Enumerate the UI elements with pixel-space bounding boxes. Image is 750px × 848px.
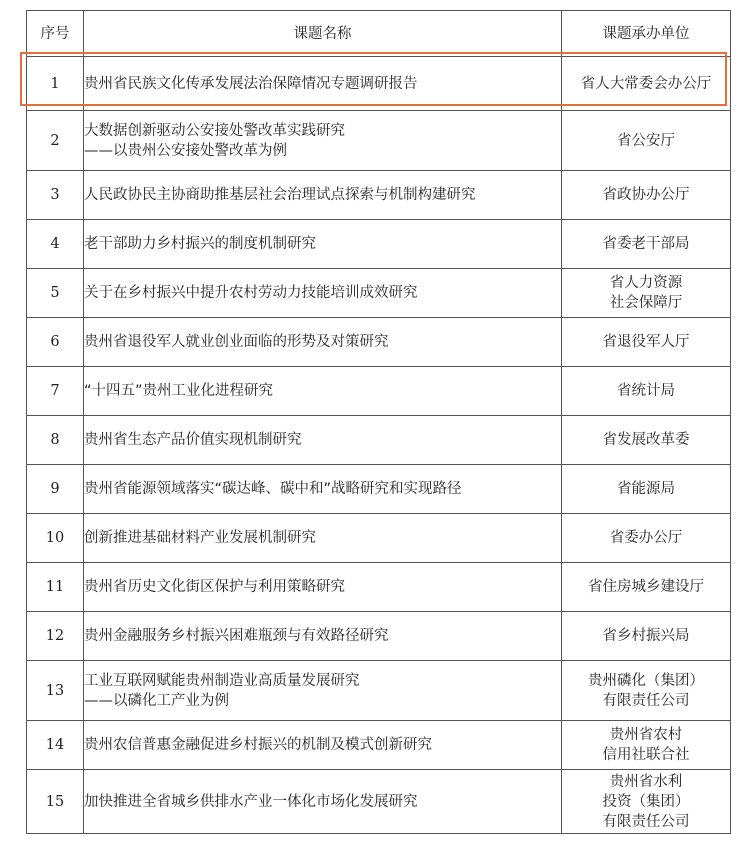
row-number: 14	[27, 721, 84, 770]
organizer-cell	[562, 612, 731, 661]
table-row	[27, 171, 731, 220]
table-row	[27, 220, 731, 269]
topic-name-cell	[84, 269, 562, 318]
topic-name-line: 关于在乡村振兴中提升农村劳动力技能培训成效研究	[84, 285, 418, 301]
organizer-line: 省委老干部局	[602, 236, 690, 252]
row-number: 10	[27, 514, 84, 563]
organizer-line: 省发展改革委	[602, 432, 690, 448]
topic-name-line: 老干部助力乡村振兴的制度机制研究	[84, 236, 316, 252]
table-row	[27, 416, 731, 465]
organizer-line: 省人大常委会办公厅	[580, 75, 712, 92]
topic-name-line: 贵州省历史文化街区保护与利用策略研究	[84, 579, 345, 595]
topic-name-line: 贵州省能源领域落实“碳达峰、碳中和”战略研究和实现路径	[84, 481, 462, 497]
table-row	[27, 269, 731, 318]
table-row	[27, 661, 731, 721]
organizer-line: 省住房城乡建设厅	[588, 579, 704, 595]
topic-name-line: 贵州省退役军人就业创业面临的形势及对策研究	[84, 334, 389, 350]
topic-name-cell	[84, 111, 562, 171]
organizer-line: 省退役军人厅	[602, 334, 690, 350]
organizer-line: 投资（集团）	[602, 793, 690, 810]
topic-name-line: 工业互联网赋能贵州制造业高质量发展研究	[84, 672, 360, 689]
row-number: 15	[27, 770, 84, 834]
organizer-line: 省政协办公厅	[602, 187, 690, 203]
topic-name-line: 人民政协民主协商助推基层社会治理试点探索与机制构建研究	[84, 187, 476, 203]
table-row	[27, 111, 731, 171]
topic-name-line: 创新推进基础材料产业发展机制研究	[84, 530, 316, 546]
table-row	[27, 367, 731, 416]
topic-name-cell	[84, 661, 562, 721]
table-row	[27, 465, 731, 514]
organizer-cell	[562, 563, 731, 612]
topic-name-line: 大数据创新驱动公安接处警改革实践研究	[84, 122, 345, 139]
header-organizer: 课题承办单位	[562, 11, 731, 57]
table-row	[27, 514, 731, 563]
organizer-cell	[562, 465, 731, 514]
organizer-cell	[562, 661, 731, 721]
organizer-cell	[562, 111, 731, 171]
table-row	[27, 563, 731, 612]
topic-name-cell	[84, 416, 562, 465]
topic-name-cell	[84, 721, 562, 770]
topic-name-cell	[84, 514, 562, 563]
topic-name-line: ——以贵州公安接处警改革为例	[84, 142, 287, 159]
row-number: 6	[27, 318, 84, 367]
row-number: 11	[27, 563, 84, 612]
organizer-cell	[562, 57, 731, 111]
row-number: 1	[27, 57, 84, 111]
topic-name-cell	[84, 171, 562, 220]
row-number: 13	[27, 661, 84, 721]
organizer-cell	[562, 171, 731, 220]
topic-name-line: 贵州省民族文化传承发展法治保障情况专题调研报告	[84, 75, 418, 92]
organizer-line: 省乡村振兴局	[602, 628, 690, 644]
topic-name-cell	[84, 367, 562, 416]
organizer-line: 贵州磷化（集团）	[588, 672, 704, 689]
topic-name-cell	[84, 612, 562, 661]
organizer-line: 有限责任公司	[602, 813, 690, 830]
header-no: 序号	[27, 11, 84, 57]
row-number: 2	[27, 111, 84, 171]
organizer-line: 省人力资源	[609, 275, 683, 291]
table-row	[27, 57, 731, 111]
organizer-cell	[562, 770, 731, 834]
header-topic-name: 课题名称	[84, 11, 562, 57]
organizer-line: 信用社联合社	[602, 747, 690, 763]
table-row	[27, 612, 731, 661]
topic-name-line: 贵州省生态产品价值实现机制研究	[84, 432, 302, 448]
organizer-cell	[562, 514, 731, 563]
topic-name-line: 贵州农信普惠金融促进乡村振兴的机制及模式创新研究	[84, 737, 432, 753]
row-number: 12	[27, 612, 84, 661]
topic-name-cell	[84, 770, 562, 834]
table-row	[27, 770, 731, 834]
row-number: 9	[27, 465, 84, 514]
organizer-line: 省委办公厅	[609, 530, 683, 546]
topics-table	[26, 10, 731, 834]
topic-name-line: “十四五”贵州工业化进程研究	[84, 383, 274, 399]
topic-name-line: 贵州金融服务乡村振兴困难瓶颈与有效路径研究	[84, 628, 389, 644]
row-number: 8	[27, 416, 84, 465]
organizer-line: 省公安厅	[617, 132, 675, 149]
organizer-line: 省能源局	[617, 481, 675, 497]
row-number: 5	[27, 269, 84, 318]
topic-name-cell	[84, 318, 562, 367]
table-body	[27, 57, 731, 834]
organizer-line: 贵州省水利	[609, 773, 683, 790]
table-row	[27, 721, 731, 770]
organizer-cell	[562, 721, 731, 770]
topic-name-line: ——以磷化工产业为例	[84, 692, 229, 709]
organizer-line: 省统计局	[617, 383, 675, 399]
table-row	[27, 318, 731, 367]
organizer-line: 有限责任公司	[602, 692, 690, 709]
organizer-cell	[562, 367, 731, 416]
organizer-cell	[562, 269, 731, 318]
table-header-row	[27, 11, 731, 57]
organizer-line: 社会保障厅	[609, 295, 683, 311]
topic-name-cell	[84, 563, 562, 612]
row-number: 4	[27, 220, 84, 269]
organizer-cell	[562, 416, 731, 465]
topic-name-line: 加快推进全省城乡供排水产业一体化市场化发展研究	[84, 793, 418, 810]
row-number: 3	[27, 171, 84, 220]
topic-name-cell	[84, 465, 562, 514]
topic-name-cell	[84, 220, 562, 269]
topic-name-cell	[84, 57, 562, 111]
row-number: 7	[27, 367, 84, 416]
organizer-line: 贵州省农村	[609, 727, 683, 743]
organizer-cell	[562, 220, 731, 269]
organizer-cell	[562, 318, 731, 367]
